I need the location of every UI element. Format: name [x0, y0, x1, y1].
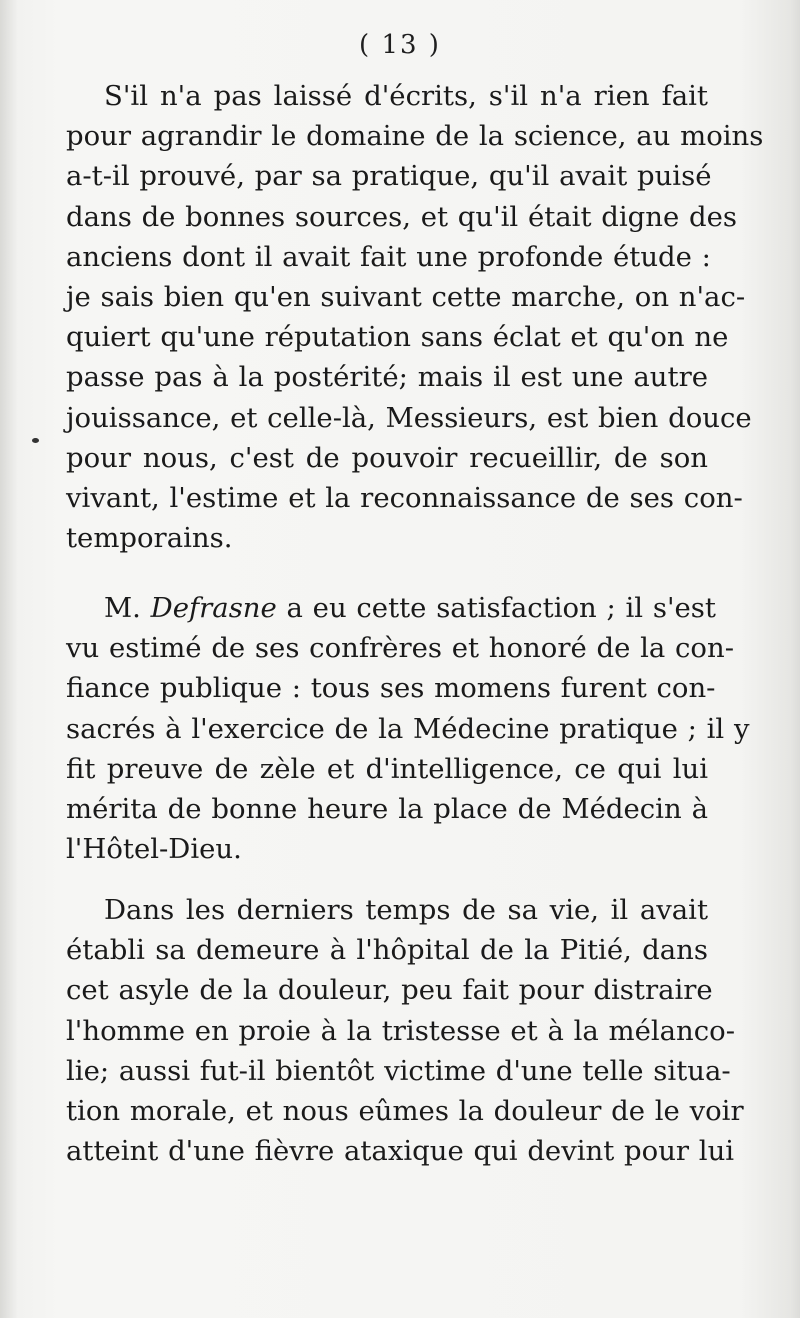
title-prefix: M.	[104, 592, 151, 624]
text-line: fit preuve de zèle et d'intelligence, ce qui lui	[66, 752, 708, 785]
line-continuation: a eu cette satisfaction ; il s'est	[276, 592, 716, 624]
text-line: mérita de bonne heure la place de Médecin à	[66, 792, 708, 825]
text-line: quiert qu'une réputation sans éclat et qu'on ne	[66, 321, 729, 354]
text-line: anciens dont il avait fait une profonde étude :	[66, 240, 711, 273]
text-line: dans de bonnes sources, et qu'il était digne des	[66, 200, 737, 233]
text-line: S'il n'a pas laissé d'écrits, s'il n'a rien fait	[104, 80, 708, 112]
person-name: Defrasne	[150, 592, 277, 624]
text-line: je sais bien qu'en suivant cette marche, on n'ac-	[66, 280, 746, 313]
text-line: passe pas à la postérité; mais il est une autre	[66, 361, 708, 394]
text-line: vivant, l'estime et la reconnaissance de ses con-	[66, 481, 743, 514]
text-line: l'homme en proie à la tristesse et à la mélanco-	[66, 1014, 736, 1047]
text-line: cet asyle de la douleur, peu fait pour distraire	[66, 974, 713, 1007]
text-line: fiance publique : tous ses momens furent con-	[66, 672, 716, 705]
text-line: pour agrandir le domaine de la science, au moins	[66, 120, 764, 153]
text-line: pour nous, c'est de pouvoir recueillir, de son	[66, 441, 708, 474]
text-line: temporains.	[66, 522, 233, 555]
page-number: ( 13 )	[359, 30, 441, 60]
paragraph-2	[66, 588, 750, 869]
text-line: sacrés à l'exercice de la Médecine pratique ; il y	[66, 712, 750, 745]
paragraph-1	[66, 76, 764, 558]
text-line: a-t-il prouvé, par sa pratique, qu'il avait puisé	[66, 160, 712, 193]
text-line: jouissance, et celle-là, Messieurs, est bien douce	[66, 401, 752, 434]
text-line: lie; aussi fut-il bientôt victime d'une telle situa-	[66, 1054, 731, 1087]
text-line: Dans les derniers temps de sa vie, il avait	[104, 894, 708, 926]
text-line: établi sa demeure à l'hôpital de la Pitié, dans	[66, 934, 708, 967]
text-line: tion morale, et nous eûmes la douleur de le voir	[66, 1094, 744, 1127]
text-line: l'Hôtel-Dieu.	[66, 833, 242, 866]
text-line	[66, 588, 716, 628]
text-line: atteint d'une fièvre ataxique qui devint pour lui	[66, 1135, 735, 1168]
paragraph-3	[66, 890, 744, 1171]
text-line: vu estimé de ses confrères et honoré de la con-	[66, 632, 734, 665]
ink-speck	[32, 438, 39, 443]
